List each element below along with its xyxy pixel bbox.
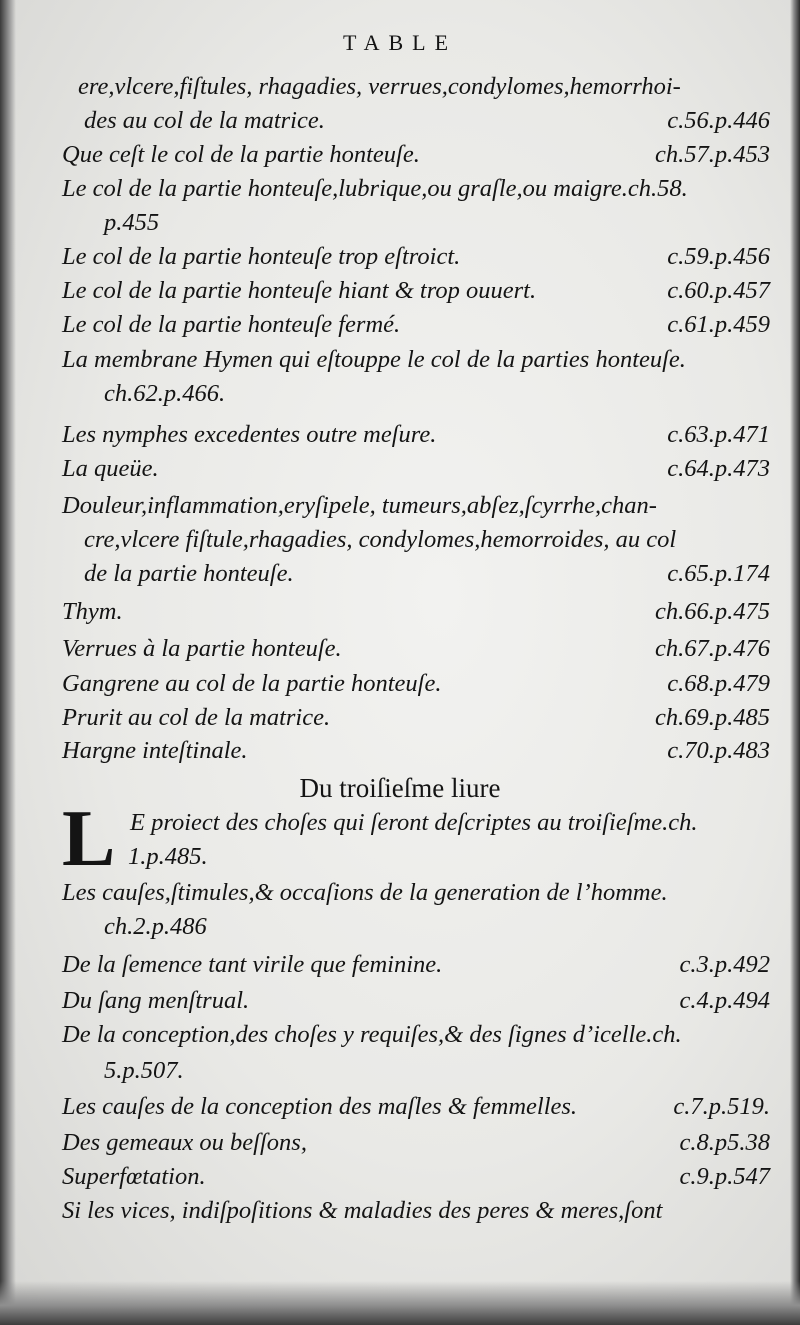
toc-entry-text: ere,vlcere,fiſtules, rhagadies, verrues,condylomes,hemorrhoi- <box>78 73 681 100</box>
toc-entry <box>104 206 770 240</box>
page-edge-right <box>790 0 800 1325</box>
toc-entry <box>62 876 770 910</box>
toc-entry-text: Douleur,inflammation,eryſipele, tumeurs,abſez,ſcyrrhe,chan- <box>62 492 657 519</box>
toc-entry-ref: c.68.p.479 <box>667 670 770 697</box>
toc-entry-text: E proiect des choſes qui ſeront deſcriptes au troiſieſme.ch. <box>130 809 698 836</box>
toc-entry <box>62 1018 770 1052</box>
toc-entry <box>62 1090 770 1124</box>
toc-entry <box>62 1194 770 1228</box>
toc-entry-text: p.455 <box>104 209 160 236</box>
toc-entry <box>62 308 770 342</box>
toc-entry-text: Le col de la partie honteuſe hiant & trop ouuert. <box>62 277 537 304</box>
toc-entry-text: de la partie honteuſe. <box>84 560 294 587</box>
toc-entry-ref: c.70.p.483 <box>667 737 770 764</box>
toc-entry-text: ch.2.p.486 <box>104 913 207 940</box>
toc-entry <box>62 489 770 523</box>
toc-entry-text: Verrues à la partie honteuſe. <box>62 635 342 662</box>
toc-entry-text: De la ſemence tant virile que feminine. <box>62 951 443 978</box>
toc-entry <box>62 343 770 377</box>
toc-entry-ref: c.59.p.456 <box>667 243 770 270</box>
toc-entry <box>62 1160 770 1194</box>
toc-entry-text: 1.p.485. <box>128 843 208 870</box>
page-edge-left <box>0 0 16 1325</box>
toc-entry-ref: ch.66.p.475 <box>655 598 770 625</box>
toc-entry <box>62 595 770 629</box>
toc-entry-text: Gangrene au col de la partie honteuſe. <box>62 670 442 697</box>
toc-entry-text: Si les vices, indiſpoſitions & maladies des peres & meres,ſont <box>62 1197 663 1224</box>
toc-entry-text: Superfœtation. <box>62 1163 206 1190</box>
running-header: TABLE <box>342 30 458 55</box>
section-heading: Du troiſieſme liure <box>299 773 501 803</box>
toc-entry-ref: ch.57.p.453 <box>655 141 770 168</box>
toc-entry <box>104 910 770 944</box>
toc-entry-text: Les nymphes excedentes outre meſure. <box>62 421 437 448</box>
toc-entry <box>84 104 770 138</box>
toc-entry-text: La membrane Hymen qui eſtouppe le col de la parties honteuſe. <box>62 346 686 373</box>
toc-entry-text: Le col de la partie honteuſe trop eſtroict. <box>62 243 461 270</box>
toc-entry <box>78 70 770 104</box>
toc-entry-text: cre,vlcere fiſtule,rhagadies, condylomes,hemorroides, au col <box>84 526 677 553</box>
toc-entry-text: Les cauſes de la conception des maſles & femmelles. <box>62 1093 578 1120</box>
toc-entry-text: des au col de la matrice. <box>84 107 325 134</box>
toc-entry-text: 5.p.507. <box>104 1057 184 1084</box>
toc-entry <box>62 240 770 274</box>
toc-entry-ref: c.56.p.446 <box>667 107 770 134</box>
toc-entry <box>62 172 770 206</box>
toc-entry-text: Thym. <box>62 598 123 625</box>
toc-entry <box>130 806 770 840</box>
toc-entry <box>62 138 770 172</box>
toc-entry-ref: c.63.p.471 <box>667 421 770 448</box>
toc-entry-text: Que ceſt le col de la partie honteuſe. <box>62 141 420 168</box>
toc-entry-ref: c.65.p.174 <box>667 560 770 587</box>
toc-entry-ref: c.9.p.547 <box>679 1163 770 1190</box>
toc-entry <box>62 452 770 486</box>
toc-entry <box>62 984 770 1018</box>
toc-entry <box>84 557 770 591</box>
toc-entry-ref: ch.67.p.476 <box>655 635 770 662</box>
page-edge-bottom <box>0 1281 800 1325</box>
toc-entry-ref: c.61.p.459 <box>667 311 770 338</box>
toc-entry <box>62 734 770 768</box>
toc-entry-text: Le col de la partie honteuſe,lubrique,ou graſle,ou maigre.ch.58. <box>62 175 688 202</box>
toc-entry-ref: c.60.p.457 <box>667 277 770 304</box>
toc-entry <box>62 632 770 666</box>
toc-entry-ref: c.8.p5.38 <box>679 1129 770 1156</box>
toc-entry-text: Le col de la partie honteuſe fermé. <box>62 311 401 338</box>
toc-entry-text: La queüe. <box>62 455 159 482</box>
toc-entry <box>62 418 770 452</box>
toc-entry-text: Des gemeaux ou beſſons, <box>62 1129 307 1156</box>
toc-entry <box>62 948 770 982</box>
toc-entry-ref: ch.69.p.485 <box>655 704 770 731</box>
toc-entry-text: Prurit au col de la matrice. <box>62 704 331 731</box>
toc-entry <box>104 377 770 411</box>
toc-entry-text: ch.62.p.466. <box>104 380 226 407</box>
toc-entry <box>62 701 770 735</box>
toc-entry-ref: c.7.p.519. <box>673 1093 770 1120</box>
toc-entry <box>84 523 770 557</box>
toc-entry-text: Les cauſes,ſtimules,& occaſions de la generation de l’homme. <box>62 879 668 906</box>
toc-entry <box>104 1054 770 1088</box>
toc-entry-ref: c.3.p.492 <box>679 951 770 978</box>
toc-entry <box>62 1126 770 1160</box>
drop-capital: L <box>62 795 116 883</box>
toc-entry-ref: c.4.p.494 <box>679 987 770 1014</box>
toc-entry-text: De la conception,des choſes y requiſes,& des ſignes d’icelle.ch. <box>62 1021 682 1048</box>
toc-entry <box>62 274 770 308</box>
toc-entry <box>128 840 770 874</box>
toc-entry-text: Du ſang menſtrual. <box>62 987 250 1014</box>
toc-entry-text: Hargne inteſtinale. <box>62 737 248 764</box>
toc-entry-ref: c.64.p.473 <box>667 455 770 482</box>
toc-entry <box>62 667 770 701</box>
